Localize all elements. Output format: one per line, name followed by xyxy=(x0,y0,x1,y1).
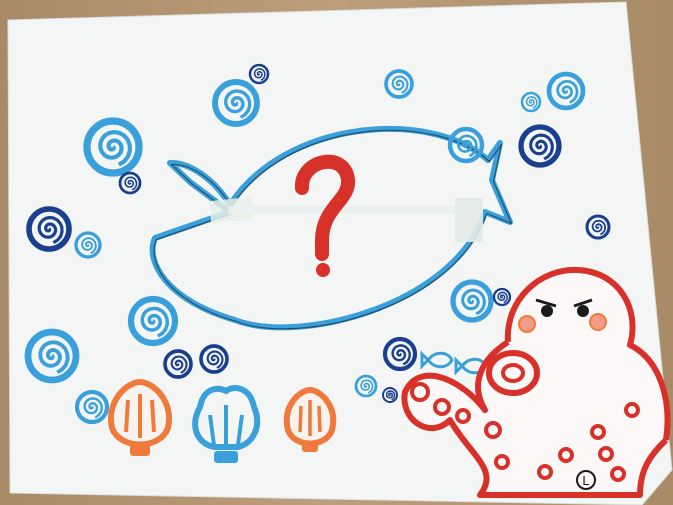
corner-mark-glyph: L xyxy=(582,473,590,488)
